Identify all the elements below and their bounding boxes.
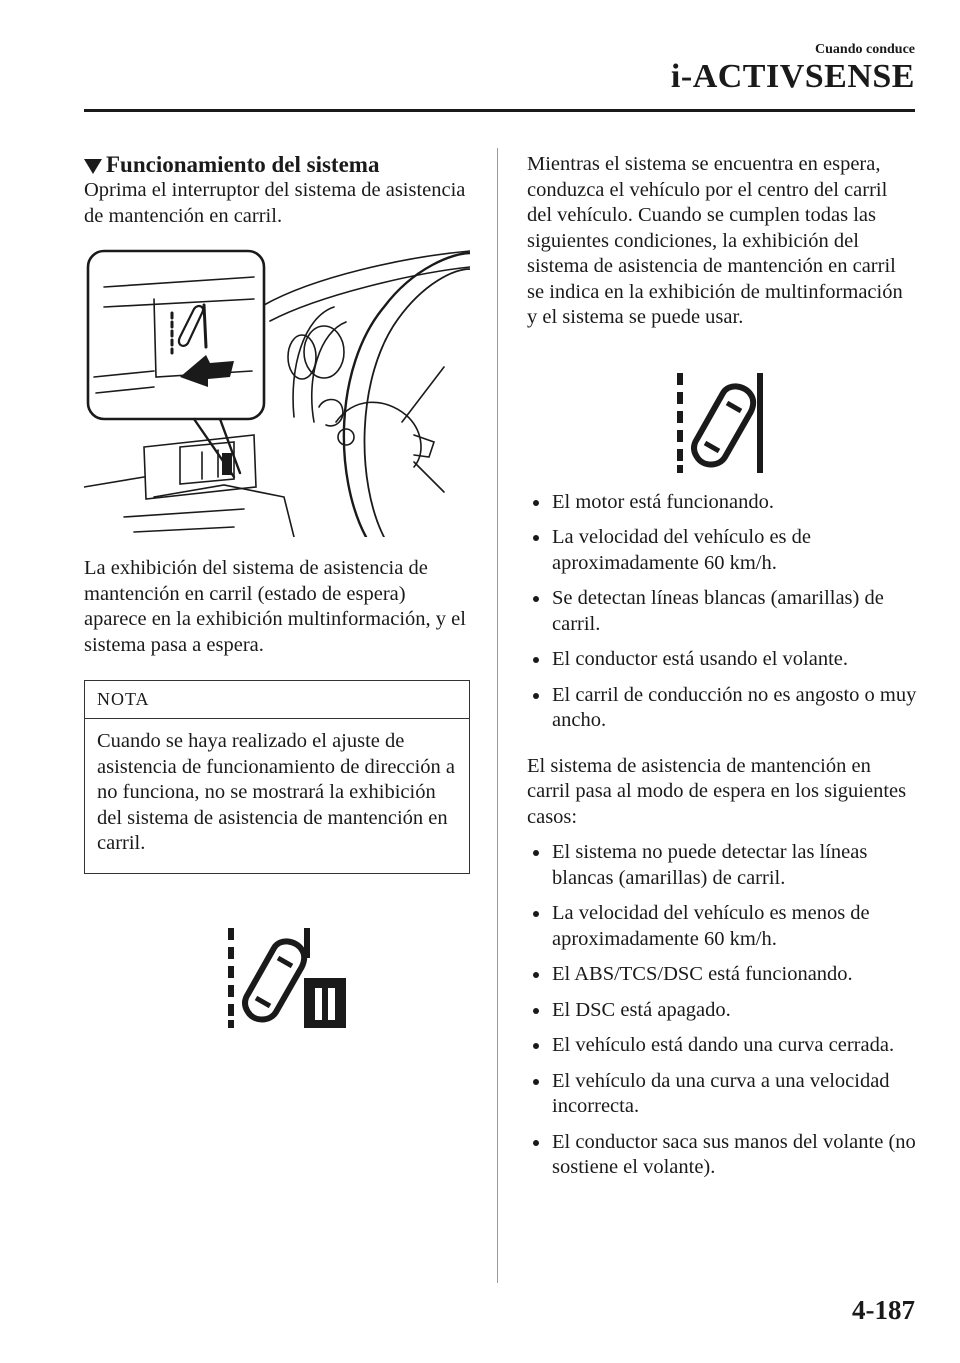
list-item: El ABS/TCS/DSC está funcionando.	[527, 962, 917, 988]
list-item: El carril de conducción no es angosto o muy ancho.	[527, 683, 917, 734]
standby-cases-list	[527, 840, 917, 1181]
section-heading-text: Funcionamiento del sistema	[106, 152, 380, 177]
column-divider	[497, 148, 498, 1283]
note-box	[84, 680, 470, 874]
lane-keep-active-icon	[675, 371, 767, 475]
note-label: NOTA	[85, 681, 469, 719]
left-column	[84, 152, 470, 1035]
list-item: El vehículo está dando una curva cerrada.	[527, 1033, 917, 1059]
intro-paragraph: Oprima el interruptor del sistema de asistencia de mantención en carril.	[84, 179, 466, 227]
list-item: El vehículo da una curva a una velocidad incorrecta.	[527, 1069, 917, 1120]
conditions-intro: Mientras el sistema se encuentra en espera, conduzca el vehículo por el centro del carril del vehículo. Cuando se cumplen todas las siguientes condiciones, la exhibición del sistema de asistencia de mantención en carril se indica en la exhibición de multinformación y el sistema se puede usar.	[527, 153, 903, 328]
note-text: Cuando se haya realizado el ajuste de asistencia de funcionamiento de dirección a no funciona, no se mostrará la exhibición del sistema de asistencia de mantención en carril.	[97, 730, 456, 854]
list-item: El motor está funcionando.	[527, 490, 917, 516]
section-heading	[84, 152, 470, 178]
chapter-title: i-ACTIVSENSE	[670, 58, 915, 95]
chapter-subtitle: Cuando conduce	[815, 42, 915, 57]
standby-paragraph: La exhibición del sistema de asistencia de mantención en carril (estado de espera) aparece en la exhibición multinformación, y el sistema pasa a espera.	[84, 557, 466, 656]
list-item: La velocidad del vehículo es menos de aproximadamente 60 km/h.	[527, 901, 917, 952]
list-item: La velocidad del vehículo es de aproximadamente 60 km/h.	[527, 525, 917, 576]
header-rule	[84, 109, 915, 112]
conditions-list	[527, 490, 917, 734]
list-item: El conductor está usando el volante.	[527, 647, 917, 673]
triangle-bullet-icon	[84, 159, 102, 174]
list-item: El sistema no puede detectar las líneas blancas (amarillas) de carril.	[527, 840, 917, 891]
dashboard-switch-illustration	[84, 247, 470, 537]
right-column	[527, 152, 917, 1181]
standby-cases-intro: El sistema de asistencia de mantención en carril pasa al modo de espera en los siguientes casos:	[527, 754, 907, 828]
list-item: El conductor saca sus manos del volante (no sostiene el volante).	[527, 1130, 917, 1181]
list-item: Se detectan líneas blancas (amarillas) de carril.	[527, 586, 917, 637]
page-number: 4-187	[852, 1295, 915, 1325]
list-item: El DSC está apagado.	[527, 998, 917, 1024]
lane-keep-standby-icon	[226, 926, 348, 1030]
